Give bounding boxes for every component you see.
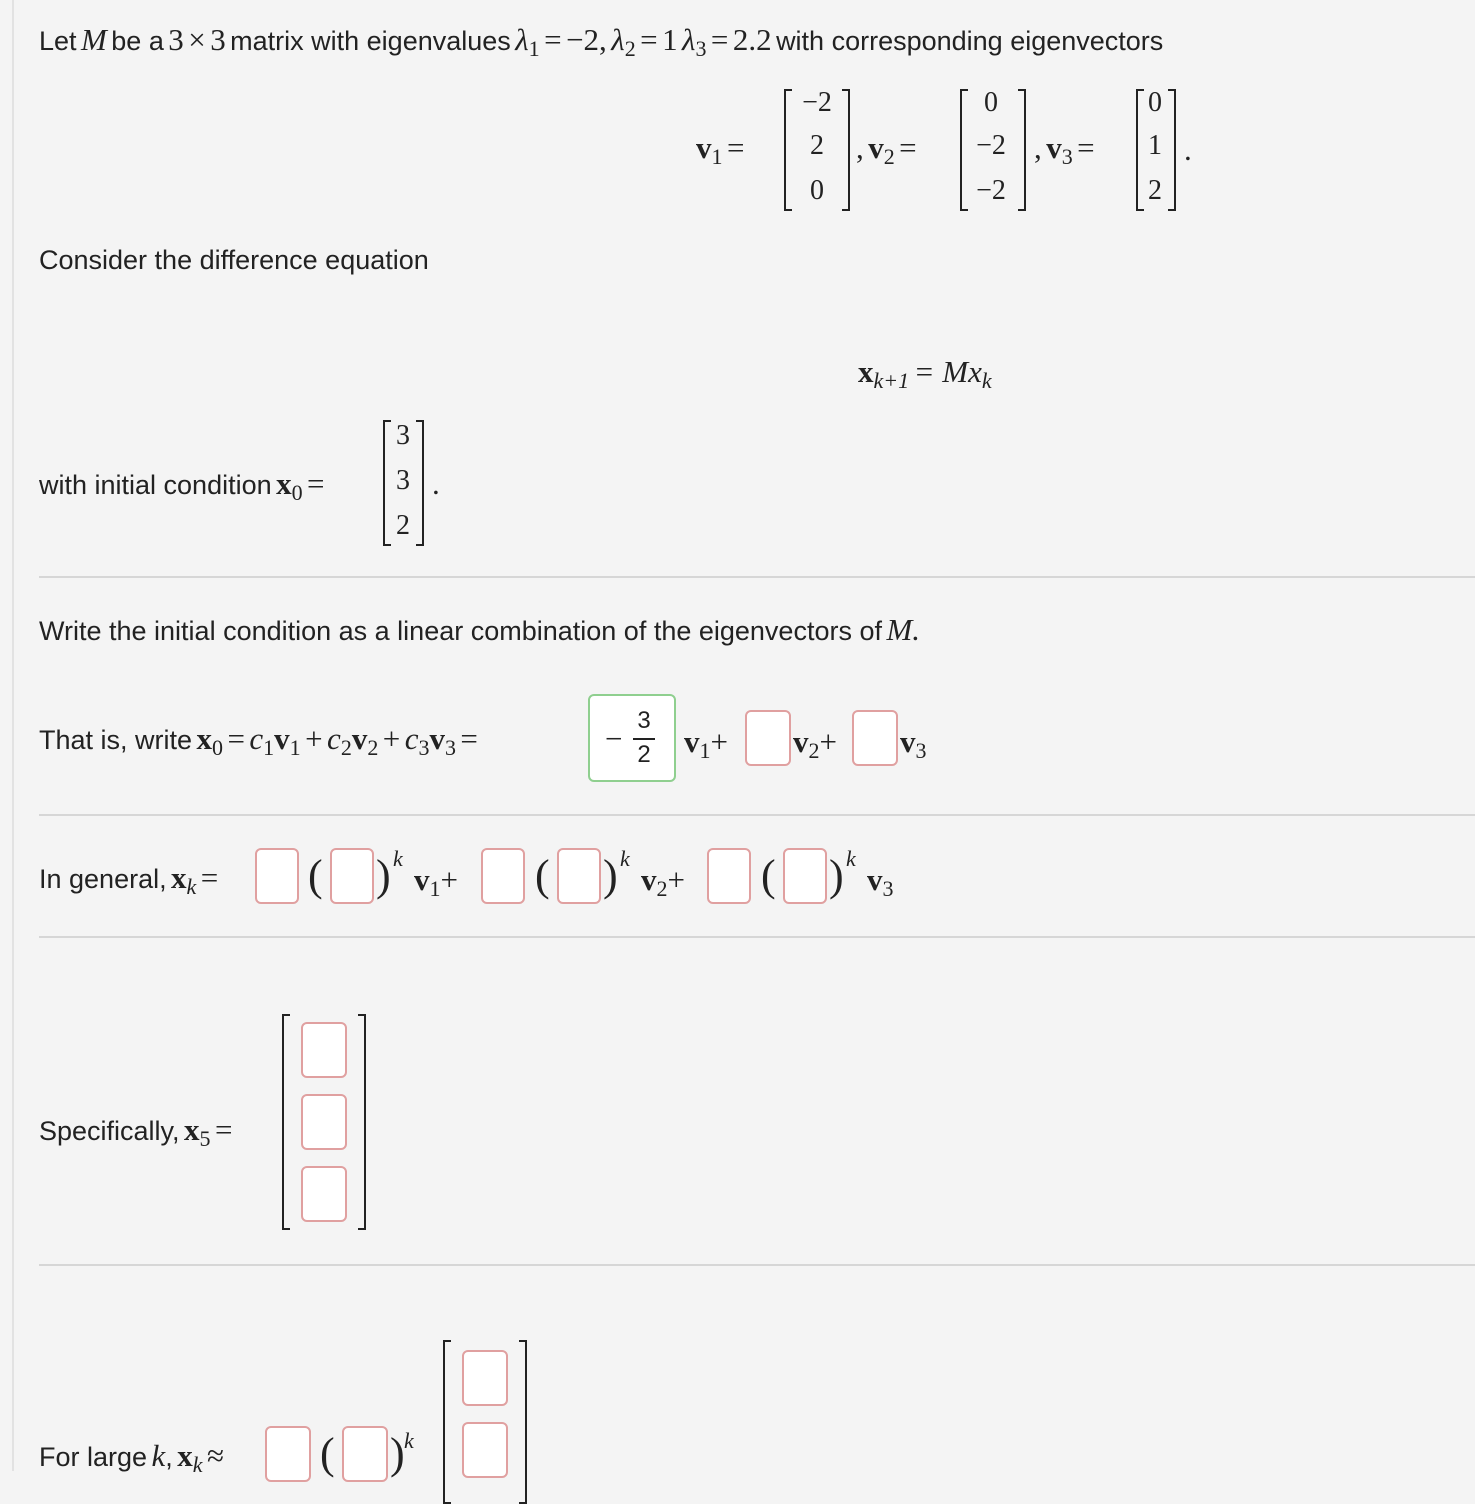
- large-k-bracket-right: [519, 1340, 527, 1504]
- x5-entry-1-input[interactable]: [301, 1022, 347, 1078]
- c1-answer-denominator: 2: [637, 741, 651, 768]
- x5-entry-3-input[interactable]: [301, 1166, 347, 1222]
- intro-line: Let M be a 3 × 3 matrix with eigenvalues λ1 = −2, λ2 = 1 λ3 = 2.2 with corresponding eigenvectors: [39, 22, 1164, 61]
- general-base-1-input[interactable]: [330, 848, 374, 904]
- v2-label: , v2 =: [856, 130, 917, 169]
- rparen: ): [603, 851, 618, 900]
- period: .: [432, 466, 440, 501]
- general-base-2-input[interactable]: [557, 848, 601, 904]
- fraction-bar: [633, 738, 655, 740]
- v1-entry: −2: [802, 87, 832, 118]
- q2-v3: v3: [867, 862, 894, 901]
- recurrence-equation: xk+1 = Mxk: [858, 354, 992, 393]
- q2-v1: v1+: [414, 862, 458, 901]
- initial-condition-label: with initial condition x0 =: [39, 466, 325, 505]
- x5-entry-2-input[interactable]: [301, 1094, 347, 1150]
- c1-answer-sign: −: [605, 721, 623, 756]
- large-k-bracket-left: [443, 1340, 451, 1504]
- q1-v1: v1+: [684, 724, 728, 763]
- lparen: (: [761, 851, 776, 900]
- rparen: ): [390, 1429, 405, 1478]
- v3-entry: 1: [1148, 130, 1162, 161]
- lparen: (: [535, 851, 550, 900]
- exponent-k: k: [620, 846, 630, 871]
- q2-v2: v2+: [641, 862, 685, 901]
- v1-bracket-right: [842, 89, 850, 211]
- exponent-k: k: [393, 846, 403, 871]
- lparen: (: [320, 1429, 335, 1478]
- large-k-coef-input[interactable]: [265, 1426, 311, 1482]
- lparen: (: [308, 851, 323, 900]
- v1-entry: 2: [810, 130, 824, 161]
- x0-entry: 2: [396, 510, 410, 541]
- v1-bracket-left: [784, 89, 792, 211]
- large-k-base-input[interactable]: [342, 1426, 388, 1482]
- q1-heading: Write the initial condition as a linear combination of the eigenvectors of M.: [39, 612, 921, 647]
- q1-prompt: That is, write x0 = c1v1 + c2v2 + c3v3 =: [39, 721, 478, 760]
- v2-bracket-left: [960, 89, 968, 211]
- general-coef-1-input[interactable]: [255, 848, 299, 904]
- x0-bracket-right: [416, 420, 424, 546]
- divider: [39, 1264, 1475, 1266]
- x5-bracket-left: [282, 1014, 290, 1230]
- v3-entry: 2: [1148, 175, 1162, 206]
- x0-entry: 3: [396, 465, 410, 496]
- divider: [39, 814, 1475, 816]
- x0-entry: 3: [396, 420, 410, 451]
- v1-entry: 0: [810, 175, 824, 206]
- exponent-k: k: [404, 1428, 414, 1453]
- v3-label: , v3 =: [1034, 130, 1095, 169]
- v3-entry: 0: [1148, 87, 1162, 118]
- divider: [39, 576, 1475, 578]
- left-border: [12, 0, 14, 1471]
- x5-bracket-right: [358, 1014, 366, 1230]
- exponent-k: k: [846, 846, 856, 871]
- q1-v2: v2+: [793, 724, 837, 763]
- v2-entry: −2: [976, 130, 1006, 161]
- q4-label: For large k, xk ≈: [39, 1438, 224, 1477]
- v1-label: v1 =: [696, 130, 745, 169]
- c1-answer-numerator: 3: [637, 707, 651, 734]
- q2-label: In general, xk =: [39, 860, 219, 899]
- v3-bracket-right: [1168, 89, 1176, 211]
- general-base-3-input[interactable]: [783, 848, 827, 904]
- rparen: ): [376, 851, 391, 900]
- c2-input[interactable]: [745, 710, 791, 766]
- consider-text: Consider the difference equation: [39, 245, 429, 275]
- q3-label: Specifically, x5 =: [39, 1112, 233, 1151]
- general-coef-3-input[interactable]: [707, 848, 751, 904]
- large-k-vector-entry-2-input[interactable]: [462, 1422, 508, 1478]
- period: .: [1184, 132, 1192, 167]
- v2-entry: −2: [976, 175, 1006, 206]
- v2-entry: 0: [984, 87, 998, 118]
- general-coef-2-input[interactable]: [481, 848, 525, 904]
- rparen: ): [829, 851, 844, 900]
- v2-bracket-right: [1018, 89, 1026, 211]
- q1-v3: v3: [900, 724, 927, 763]
- c3-input[interactable]: [852, 710, 898, 766]
- c1-answer-input[interactable]: [588, 694, 676, 782]
- divider: [39, 936, 1475, 938]
- large-k-vector-entry-1-input[interactable]: [462, 1350, 508, 1406]
